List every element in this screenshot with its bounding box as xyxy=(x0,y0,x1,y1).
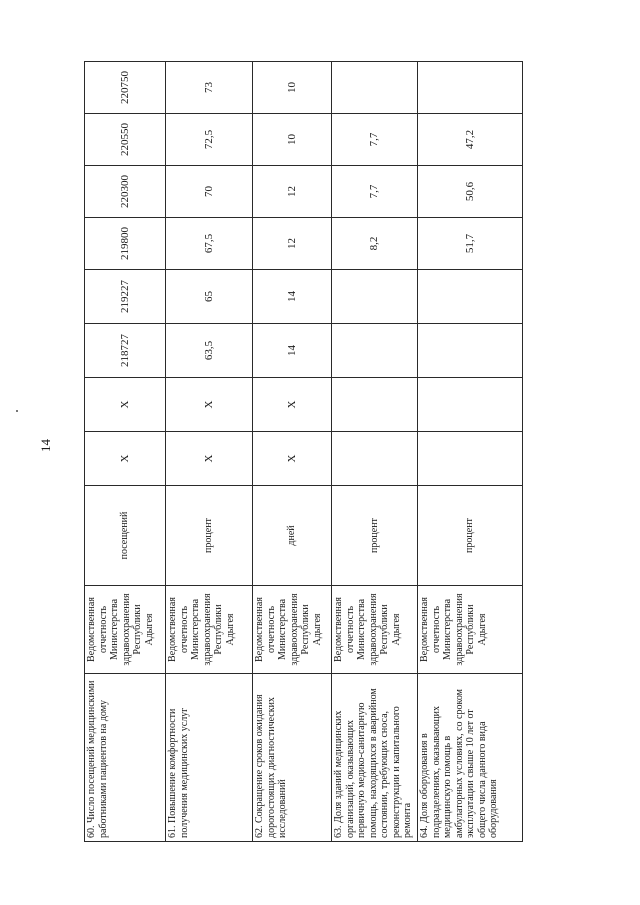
value-cell xyxy=(418,378,523,432)
value-cell xyxy=(332,432,418,486)
value-cell: 220550 xyxy=(85,114,166,166)
value-cell: 67,5 xyxy=(166,218,253,270)
value-cell: 218727 xyxy=(85,324,166,378)
value-cell: 72,5 xyxy=(166,114,253,166)
value-cell: X xyxy=(253,432,332,486)
indicator-source: Ведомственная отчетность Министерства здравоохранения Республики Адыгея xyxy=(332,586,418,674)
value-cell: 65 xyxy=(166,270,253,324)
indicator-unit: посещений xyxy=(85,486,166,586)
indicator-source: Ведомственная отчетность Министерства здравоохранения Республики Адыгея xyxy=(85,586,166,674)
value-cell xyxy=(418,270,523,324)
value-cell: 219800 xyxy=(85,218,166,270)
indicator-name: 63. Доля зданий медицинских организаций, оказывающих первичную медико-санитарную помощь, находящихся в аварийном состоянии, требующих сноса, реконструкции и капитального ремонта xyxy=(332,674,418,842)
scan-speck xyxy=(16,410,18,412)
value-cell: X xyxy=(166,378,253,432)
table-row xyxy=(166,62,253,842)
indicator-unit: процент xyxy=(332,486,418,586)
value-cell: 12 xyxy=(253,218,332,270)
value-cell: 73 xyxy=(166,62,253,114)
indicator-name: 61. Повышение комфортности получения медицинских услуг xyxy=(166,674,253,842)
value-cell: 220300 xyxy=(85,166,166,218)
indicator-unit: процент xyxy=(166,486,253,586)
indicator-source: Ведомственная отчетность Министерства здравоохранения Республики Адыгея xyxy=(166,586,253,674)
value-cell: 8,2 xyxy=(332,218,418,270)
table-row xyxy=(253,62,332,842)
value-cell: 14 xyxy=(253,324,332,378)
value-cell: 219227 xyxy=(85,270,166,324)
value-cell: 10 xyxy=(253,114,332,166)
indicator-source: Ведомственная отчетность Министерства здравоохранения Республики Адыгея xyxy=(253,586,332,674)
indicator-name: 62. Сокращение сроков ожидания дорогостоящих диагностических исследований xyxy=(253,674,332,842)
indicator-unit: дней xyxy=(253,486,332,586)
value-cell xyxy=(332,270,418,324)
value-cell: 220750 xyxy=(85,62,166,114)
indicator-name: 64. Доля оборудования в подразделениях, оказывающих медицинскую помощь в амбулаторных условиях, со сроком эксплуатации свыше 10 лет от общего числа данного вида оборудования xyxy=(418,674,523,842)
value-cell: 7,7 xyxy=(332,166,418,218)
indicator-unit: процент xyxy=(418,486,523,586)
table-row xyxy=(85,62,166,842)
value-cell xyxy=(332,62,418,114)
indicator-source: Ведомственная отчетность Министерства здравоохранения Республики Адыгея xyxy=(418,586,523,674)
value-cell: 14 xyxy=(253,270,332,324)
value-cell xyxy=(418,62,523,114)
value-cell: 47,2 xyxy=(418,114,523,166)
value-cell xyxy=(332,324,418,378)
table-row xyxy=(332,62,418,842)
value-cell: 7,7 xyxy=(332,114,418,166)
value-cell: 70 xyxy=(166,166,253,218)
page-number: 14 xyxy=(38,439,53,452)
value-cell: 51,7 xyxy=(418,218,523,270)
value-cell xyxy=(332,378,418,432)
value-cell: X xyxy=(253,378,332,432)
value-cell: 10 xyxy=(253,62,332,114)
value-cell: X xyxy=(85,378,166,432)
indicators-table xyxy=(84,61,523,842)
table-row xyxy=(418,62,523,842)
value-cell: X xyxy=(166,432,253,486)
rotated-table-container xyxy=(84,62,522,842)
value-cell xyxy=(418,432,523,486)
indicator-name: 60. Число посещений медицинскими работниками пациентов на дому xyxy=(85,674,166,842)
value-cell: 63,5 xyxy=(166,324,253,378)
value-cell xyxy=(418,324,523,378)
value-cell: 12 xyxy=(253,166,332,218)
value-cell: 50,6 xyxy=(418,166,523,218)
value-cell: X xyxy=(85,432,166,486)
